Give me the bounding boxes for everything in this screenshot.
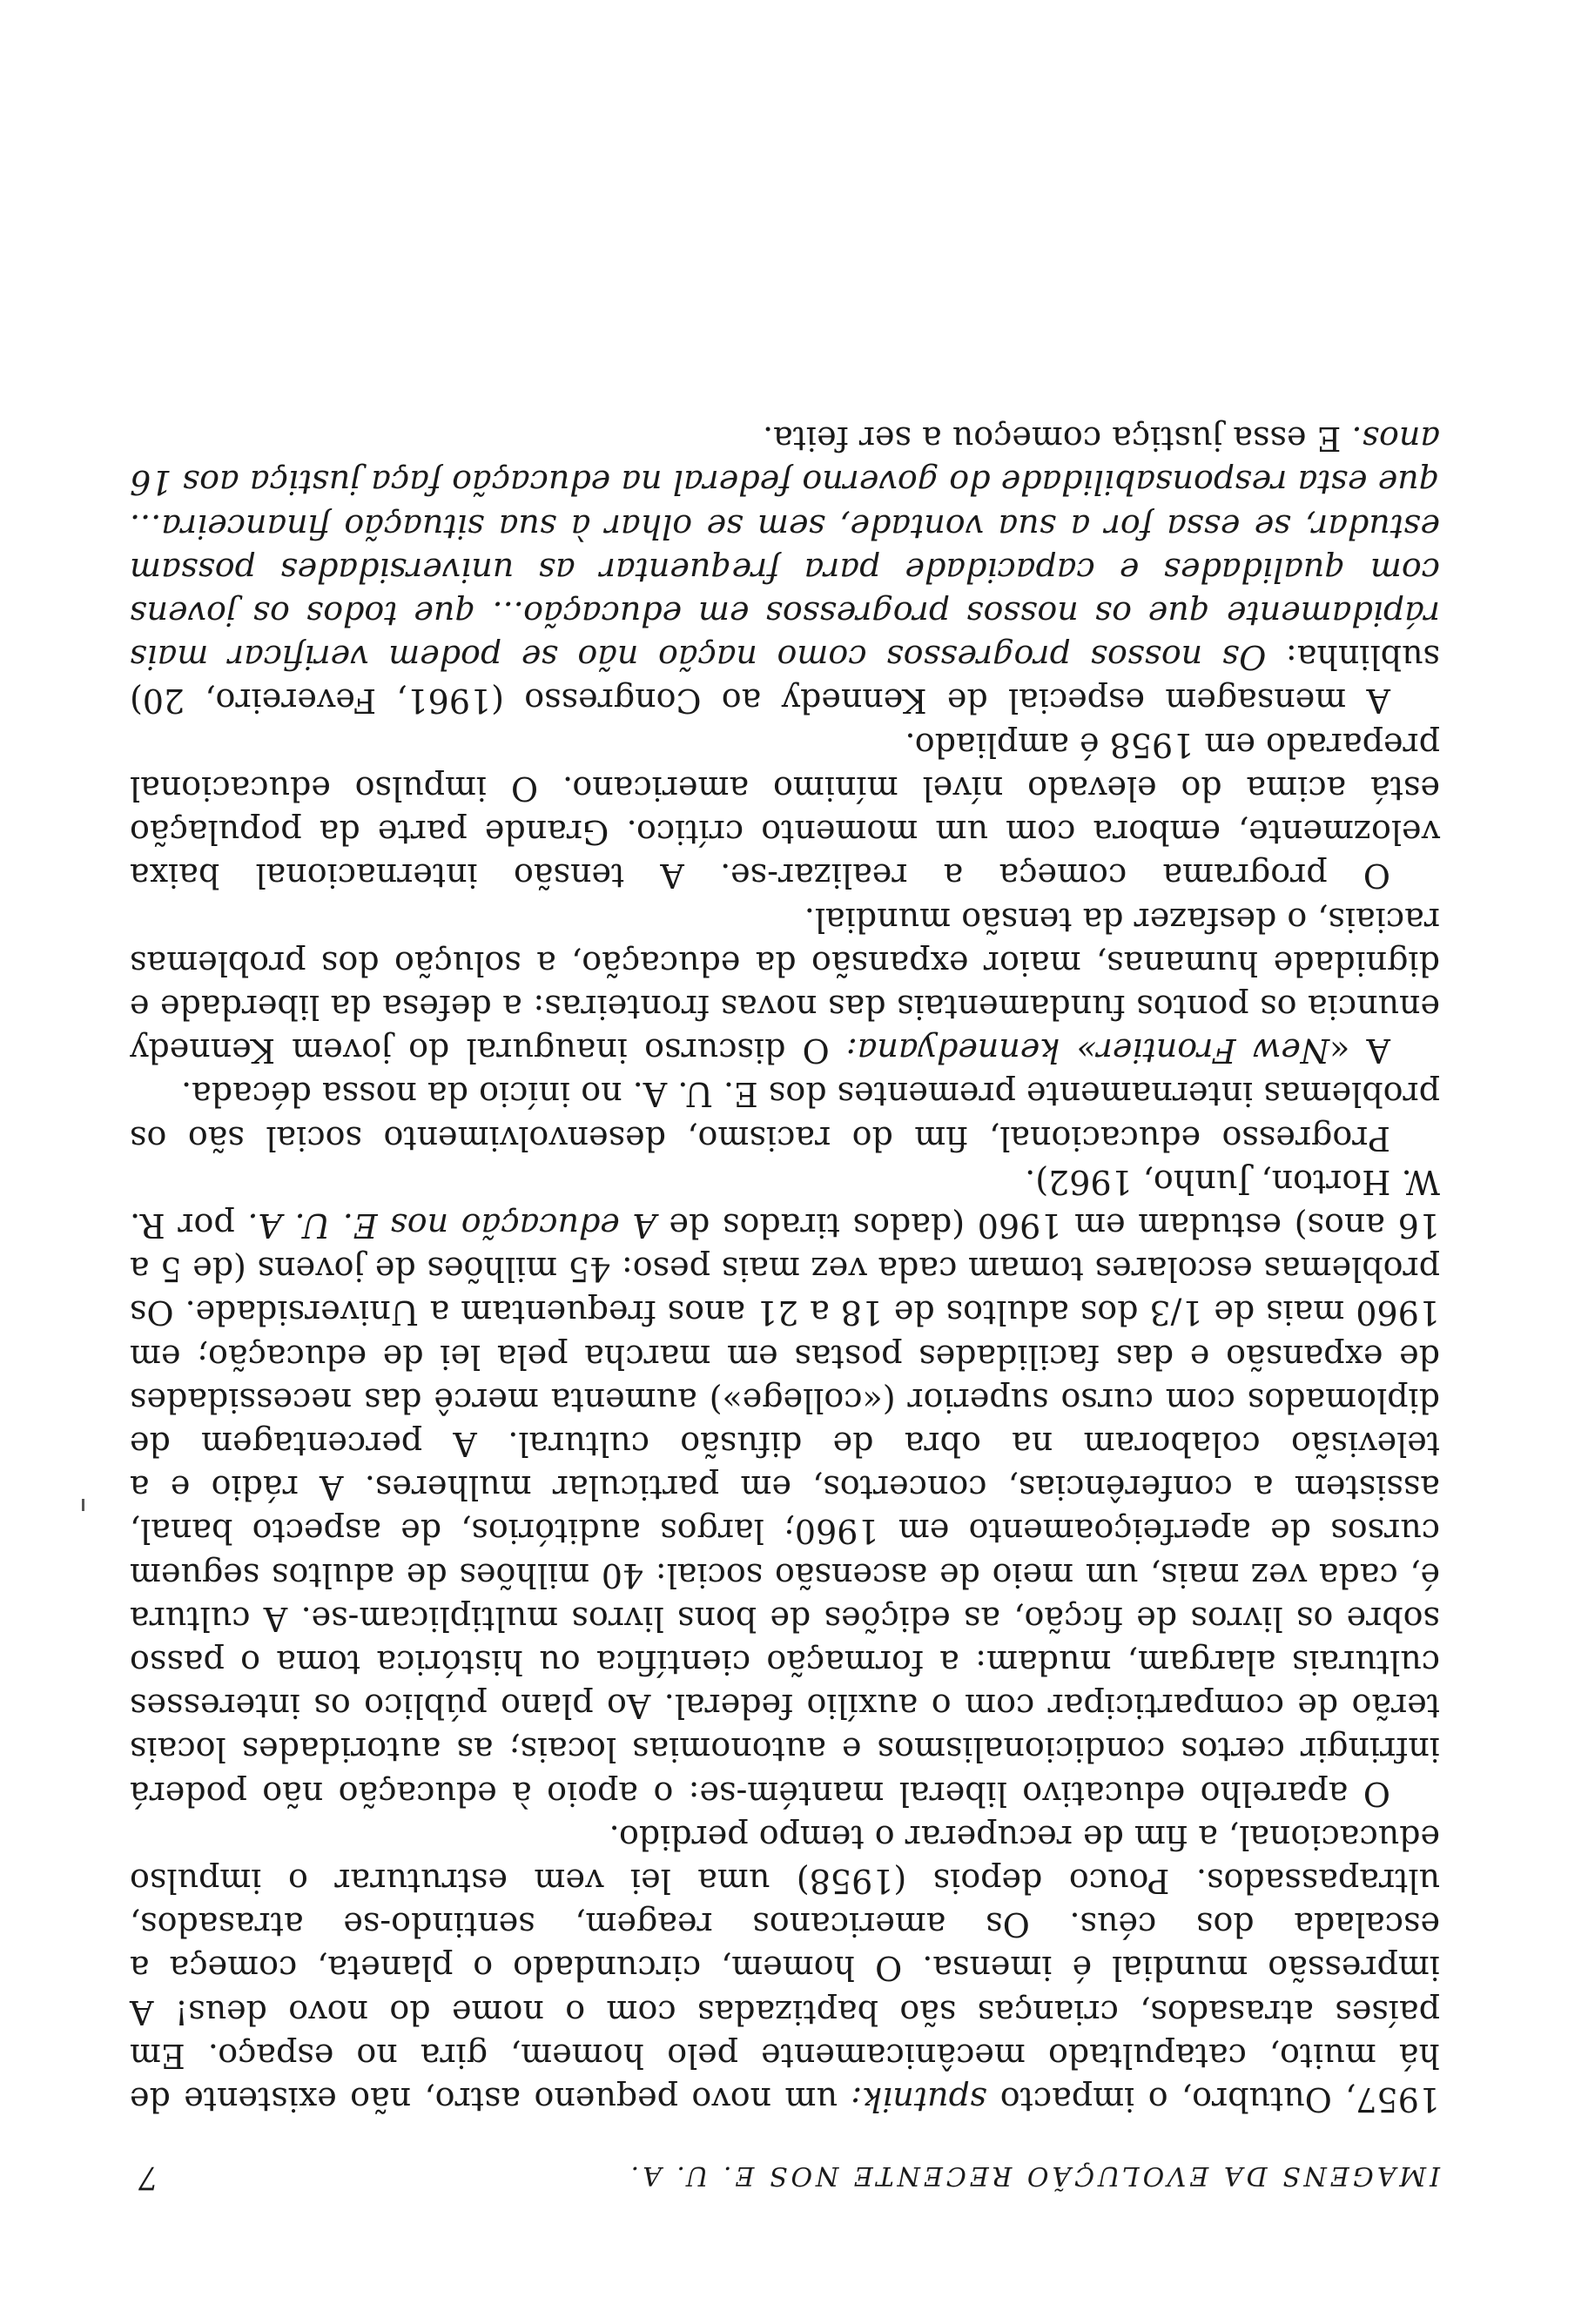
paragraph-sputnik: 1957, Outubro, o impacto sputnik: um novo pequeno astro, não existente de há muito, catapultado mecânicamente pelo homem, gira no espaço. Em países atrasados, crianças são baptizadas com o nome do novo deus! A impressão mundial é imensa. O homem, circundado o planeta, começa a escalada dos céus. Os americanos reagem, sentindo-se atrasados, ultrapassados. Pouco depois (1958) uma lei vem estruturar o impulso educacional, a fim de recuperar o tempo perdido.: [130, 1817, 1440, 2119]
page-number: 7: [138, 2159, 158, 2195]
running-title: IMAGENS DA EVOLUÇÃO RECENTE NOS E. U. A.: [627, 2160, 1440, 2191]
paragraph-liberal-education: O aparelho educativo liberal mantém-se: o apoio à educação não poderá infringir certos condicionalismos e autonomias locais; as autoridades locais terão de comparticipar com o auxílio federal. Ao plano público os interesses culturais alargam, mudam: a formação científica ou histórica toma o passo sobre os livros de ficção, as edições de bons livros multiplicam-se. A cultura é, cada vez mais, um meio de ascensão social: 40 milhões de adultos seguem cursos de aperfeiçoamento em 1960; largos auditórios, de aspecto banal, assistem a conferências, concertos, em particular mulheres. A rádio e a televisão colaboram na obra de difusão cultural. A percentagem de diplomados com curso superior («college») aumenta mercê das necessidades de expansão e das facilidades postas em marcha pela lei de educação; em 1960 mais de 1/3 dos adultos de 18 a 21 anos frequentam a Universidade. Os problemas escolares tomam cada vez mais peso: 45 milhões de jovens (de 5 a 16 anos) estudam em 1960 (dados tirados de A educação nos E. U. A. por R. W. Horton, Junho, 1962).: [130, 1162, 1440, 1813]
page-content: [130, 417, 1440, 2195]
body-text: [130, 417, 1440, 2121]
running-header: [130, 2159, 1440, 2195]
paragraph-problems: Progresso educacional, fim do racismo, desenvolvimento social são os problemas internamente prementes dos E. U. A. no início da nossa década.: [130, 1075, 1440, 1158]
paragraph-new-frontier: A «New Frontier» kennedyana: O discurso inaugural do jovem Kennedy enuncia os pontos fundamentais das novas fronteiras: a defesa da liberdade e dignidade humanas, maior expansão da educação, a solução dos problemas raciais, o desfazer da tensão mundial.: [129, 900, 1440, 1071]
paragraph-program: O programa começa a realizar-se. A tensão internacional baixa velozmente, embora com um momento crítico. Grande parte da população está acima do elevado nível mínimo americano. O impulso educacional preparado em 1958 é ampliado.: [130, 725, 1440, 896]
paragraph-kennedy-message: A mensagem especial de Kennedy ao Congresso (1961, Fevereiro, 20) sublinha: Os nossos progressos como nação não se podem verificar mais rápidamente que os nossos progressos em educação... que todos os jovens com qualidades e capacidade para frequentar as universidades possam estudar, se essa for a sua vontade, sem se olhar à sua situação financeira... que esta responsabilidade do governo federal na educação faça justiça aos 16 anos. E essa justiça começou a ser feita.: [129, 420, 1440, 721]
scan-speck: [82, 1499, 84, 1511]
